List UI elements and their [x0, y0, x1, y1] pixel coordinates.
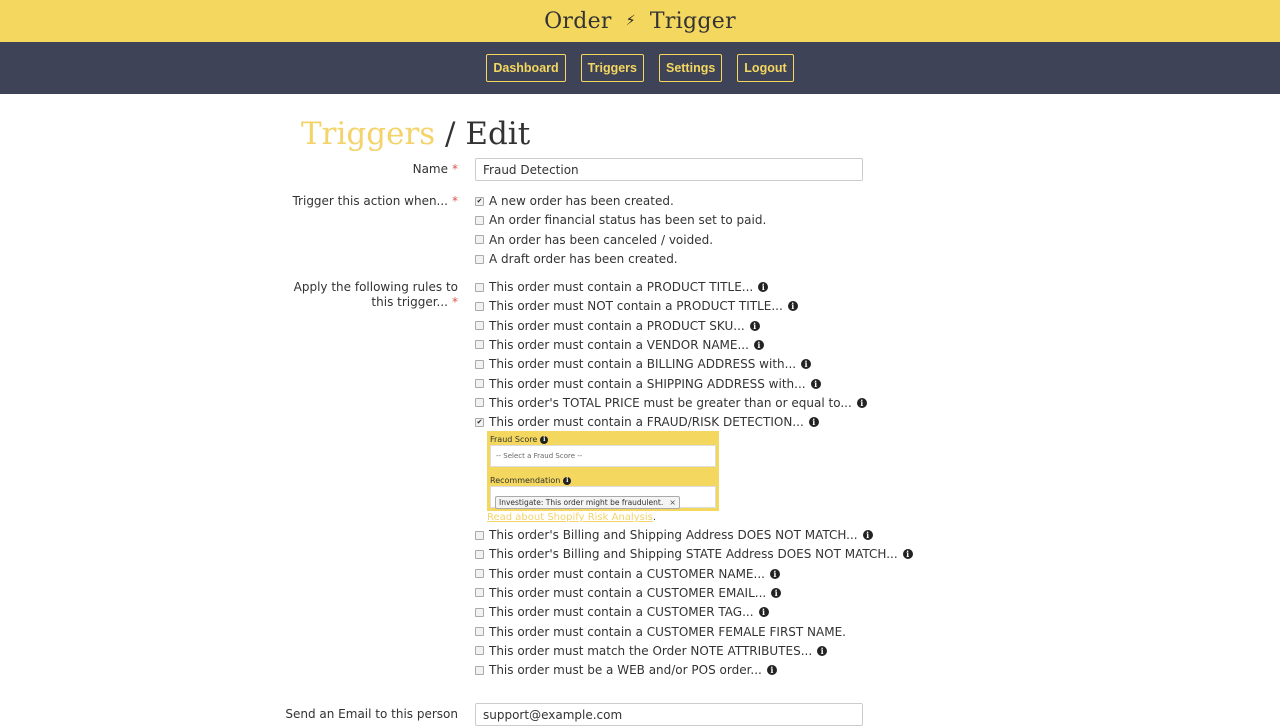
email-input[interactable]: support@example.com — [475, 703, 863, 726]
trigger-option-label: A draft order has been created. — [489, 252, 678, 267]
rule-option[interactable] — [475, 414, 819, 430]
nav-triggers-button[interactable]: Triggers — [581, 54, 644, 82]
name-label-text: Name — [412, 162, 448, 176]
rule-option-label: This order must contain a CUSTOMER FEMALE FIRST NAME. — [489, 624, 846, 639]
rule-option-label: This order must match the Order NOTE ATTRIBUTES... — [489, 643, 813, 658]
rule-option[interactable] — [475, 337, 764, 353]
required-mark: * — [452, 162, 458, 176]
checkbox[interactable] — [475, 398, 484, 407]
rule-option-label: This order's TOTAL PRICE must be greater than or equal to... — [489, 395, 852, 410]
brand-logo[interactable] — [544, 9, 736, 34]
info-icon[interactable]: i — [811, 379, 821, 389]
rule-option[interactable] — [475, 376, 821, 392]
checkbox[interactable] — [475, 646, 484, 655]
trigger-option[interactable] — [475, 212, 766, 228]
info-icon[interactable]: i — [754, 340, 764, 350]
info-icon[interactable]: i — [771, 588, 781, 598]
checkbox[interactable] — [475, 235, 484, 244]
trigger-label-text: Trigger this action when... — [292, 194, 448, 208]
fraud-risk-panel — [487, 431, 719, 511]
info-icon[interactable]: i — [857, 398, 867, 408]
checkbox-checked[interactable] — [475, 418, 484, 427]
name-input[interactable]: Fraud Detection — [475, 158, 863, 181]
breadcrumb-triggers-link[interactable]: Triggers — [301, 116, 436, 152]
rule-option-label: This order must contain a BILLING ADDRESS with... — [489, 357, 797, 372]
check-icon: ✔ — [476, 196, 483, 205]
rule-option[interactable] — [475, 279, 768, 295]
rule-option-label: This order must contain a CUSTOMER TAG... — [489, 605, 754, 620]
recommendation-multiselect[interactable] — [490, 486, 716, 508]
trigger-option[interactable] — [475, 251, 678, 267]
rule-option-label: This order must contain a SHIPPING ADDRESS with... — [489, 376, 806, 391]
remove-tag-icon[interactable]: × — [669, 498, 676, 507]
checkbox[interactable] — [475, 627, 484, 636]
checkbox[interactable] — [475, 302, 484, 311]
rule-option-label: This order must contain a PRODUCT SKU... — [489, 318, 745, 333]
nav-dashboard-button[interactable]: Dashboard — [486, 54, 565, 82]
info-icon[interactable]: i — [767, 665, 777, 675]
rule-option[interactable] — [475, 585, 781, 601]
info-icon[interactable]: i — [788, 301, 798, 311]
recommendation-label — [490, 476, 571, 485]
checkbox[interactable] — [475, 531, 484, 540]
info-icon[interactable]: i — [809, 417, 819, 427]
info-icon[interactable]: i — [801, 359, 811, 369]
info-icon[interactable]: i — [563, 477, 571, 485]
rule-option[interactable] — [475, 356, 811, 372]
rule-option-label: This order must contain a FRAUD/RISK DETECTION... — [489, 415, 804, 430]
fraud-score-label-text: Fraud Score — [490, 435, 538, 444]
rule-option[interactable] — [475, 527, 873, 543]
rule-option[interactable] — [475, 395, 867, 411]
rules-label — [294, 280, 458, 310]
info-icon[interactable]: i — [817, 646, 827, 656]
brand-right: Trigger — [649, 8, 736, 34]
brand-left: Order — [544, 8, 612, 34]
bolt-icon: ⚡︎ — [625, 13, 636, 29]
rule-option[interactable] — [475, 298, 798, 314]
rule-option-label: This order's Billing and Shipping STATE Address DOES NOT MATCH... — [489, 547, 898, 562]
trigger-option[interactable] — [475, 193, 674, 209]
recommendation-label-text: Recommendation — [490, 476, 561, 485]
recommendation-tag — [495, 496, 680, 509]
checkbox[interactable] — [475, 550, 484, 559]
fraud-score-label — [490, 435, 548, 444]
trigger-option-label: An order has been canceled / voided. — [489, 232, 714, 247]
rule-option-label: This order must contain a VENDOR NAME... — [489, 337, 749, 352]
rule-option-label: This order must NOT contain a PRODUCT TITLE... — [489, 299, 783, 314]
checkbox[interactable] — [475, 321, 484, 330]
page-title-rest: / Edit — [435, 116, 531, 152]
checkbox[interactable] — [475, 379, 484, 388]
info-icon[interactable]: i — [540, 436, 548, 444]
rule-option[interactable] — [475, 643, 827, 659]
info-icon[interactable]: i — [903, 549, 913, 559]
page-title — [301, 116, 530, 152]
rules-label-line1: Apply the following rules to — [293, 280, 458, 294]
trigger-option-label: An order financial status has been set to paid. — [489, 213, 767, 228]
email-label: Send an Email to this person — [285, 707, 458, 721]
trigger-label — [292, 194, 458, 209]
nav-settings-button[interactable]: Settings — [659, 54, 722, 82]
checkbox[interactable] — [475, 569, 484, 578]
rule-option[interactable] — [475, 318, 760, 334]
main-nav — [0, 42, 1280, 94]
rule-option-label: This order's Billing and Shipping Address DOES NOT MATCH... — [489, 528, 858, 542]
info-icon[interactable]: i — [750, 321, 760, 331]
checkbox[interactable] — [475, 588, 484, 597]
fraud-score-select[interactable]: -- Select a Fraud Score -- — [490, 445, 716, 467]
info-icon[interactable]: i — [770, 569, 780, 579]
rule-option[interactable] — [475, 566, 780, 582]
nav-logout-button[interactable]: Logout — [737, 54, 793, 82]
checkbox[interactable] — [475, 255, 484, 264]
shopify-risk-link[interactable] — [487, 512, 656, 523]
checkbox[interactable] — [475, 608, 484, 617]
rule-option[interactable] — [475, 624, 846, 640]
checkbox[interactable] — [475, 666, 484, 675]
rule-option[interactable] — [475, 546, 913, 562]
checkbox[interactable] — [475, 340, 484, 349]
rule-option-label: This order must contain a PRODUCT TITLE... — [489, 280, 754, 294]
trigger-option[interactable] — [475, 232, 713, 248]
rule-option-label: This order must contain a CUSTOMER EMAIL... — [489, 585, 767, 600]
recommendation-tag-text: Investigate: This order might be fraudulent. — [499, 498, 664, 507]
trigger-option-label: A new order has been created. — [489, 194, 674, 208]
rules-label-line2: this trigger... — [371, 295, 448, 309]
required-mark: * — [452, 295, 458, 309]
checkbox[interactable] — [475, 360, 484, 369]
brand-bar — [0, 0, 1280, 42]
shopify-risk-link-text[interactable]: Read about Shopify Risk Analysis — [487, 512, 653, 523]
rule-option[interactable] — [475, 662, 777, 678]
info-icon[interactable]: i — [758, 282, 768, 292]
info-icon[interactable]: i — [863, 530, 873, 540]
info-icon[interactable]: i — [759, 607, 769, 617]
rule-option-label: This order must contain a CUSTOMER NAME... — [489, 566, 765, 581]
rule-option-label: This order must be a WEB and/or POS order... — [489, 663, 762, 678]
link-suffix: . — [652, 512, 657, 523]
rule-option[interactable] — [475, 604, 769, 620]
required-mark: * — [452, 194, 458, 208]
checkbox-checked[interactable] — [475, 197, 484, 206]
check-icon: ✔ — [476, 417, 483, 426]
checkbox[interactable] — [475, 216, 484, 225]
checkbox[interactable] — [475, 283, 484, 292]
name-label — [413, 162, 458, 177]
